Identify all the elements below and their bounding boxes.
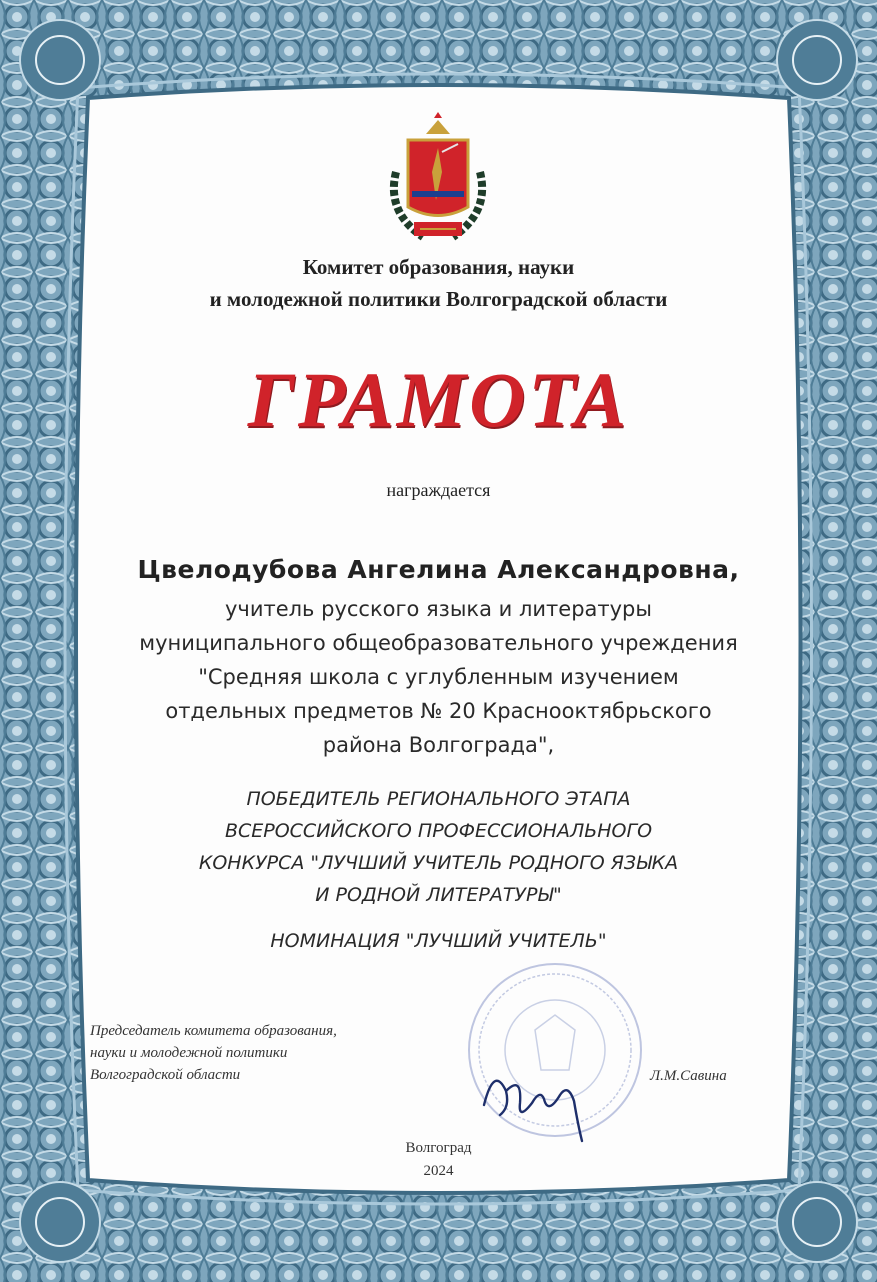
organization-line-1: Комитет образования, науки — [302, 255, 575, 279]
description-line: "Средняя школа с углубленным изучением — [198, 665, 679, 689]
organization-line-2: и молодежной политики Волгоградской области — [209, 287, 668, 311]
description-line: района Волгограда", — [322, 733, 555, 757]
achievement-line: ПОБЕДИТЕЛЬ РЕГИОНАЛЬНОГО ЭТАПА — [246, 788, 631, 810]
handwritten-signature-icon — [470, 1045, 600, 1145]
description-line: муниципального общеобразовательного учреждения — [139, 631, 738, 655]
nomination: НОМИНАЦИЯ "ЛУЧШИЙ УЧИТЕЛЬ" — [270, 930, 607, 952]
recipient-name: Цвелодубова Ангелина Александровна, — [137, 555, 740, 584]
achievement-line: ВСЕРОССИЙСКОГО ПРОФЕССИОНАЛЬНОГО — [224, 820, 653, 842]
signer-title-line: науки и молодежной политики — [90, 1045, 288, 1061]
coat-of-arms-icon — [378, 112, 498, 247]
city: Волгоград — [405, 1140, 472, 1156]
description-line: отдельных предметов № 20 Краснооктябрьского — [165, 699, 712, 723]
awarded-label: награждается — [386, 480, 491, 500]
signer-title-line: Волгоградской области — [90, 1067, 241, 1083]
signer-name: Л.М.Савина — [650, 1068, 727, 1084]
year: 2024 — [423, 1163, 454, 1179]
achievement-line: КОНКУРСА "ЛУЧШИЙ УЧИТЕЛЬ РОДНОГО ЯЗЫКА — [198, 852, 679, 874]
achievement-line: И РОДНОЙ ЛИТЕРАТУРЫ" — [315, 884, 562, 906]
description-line: учитель русского языка и литературы — [225, 597, 652, 621]
signer-title-line: Председатель комитета образования, — [90, 1023, 337, 1039]
certificate-title: ГРАМОТА — [247, 356, 630, 443]
signer-title — [90, 1020, 490, 1086]
